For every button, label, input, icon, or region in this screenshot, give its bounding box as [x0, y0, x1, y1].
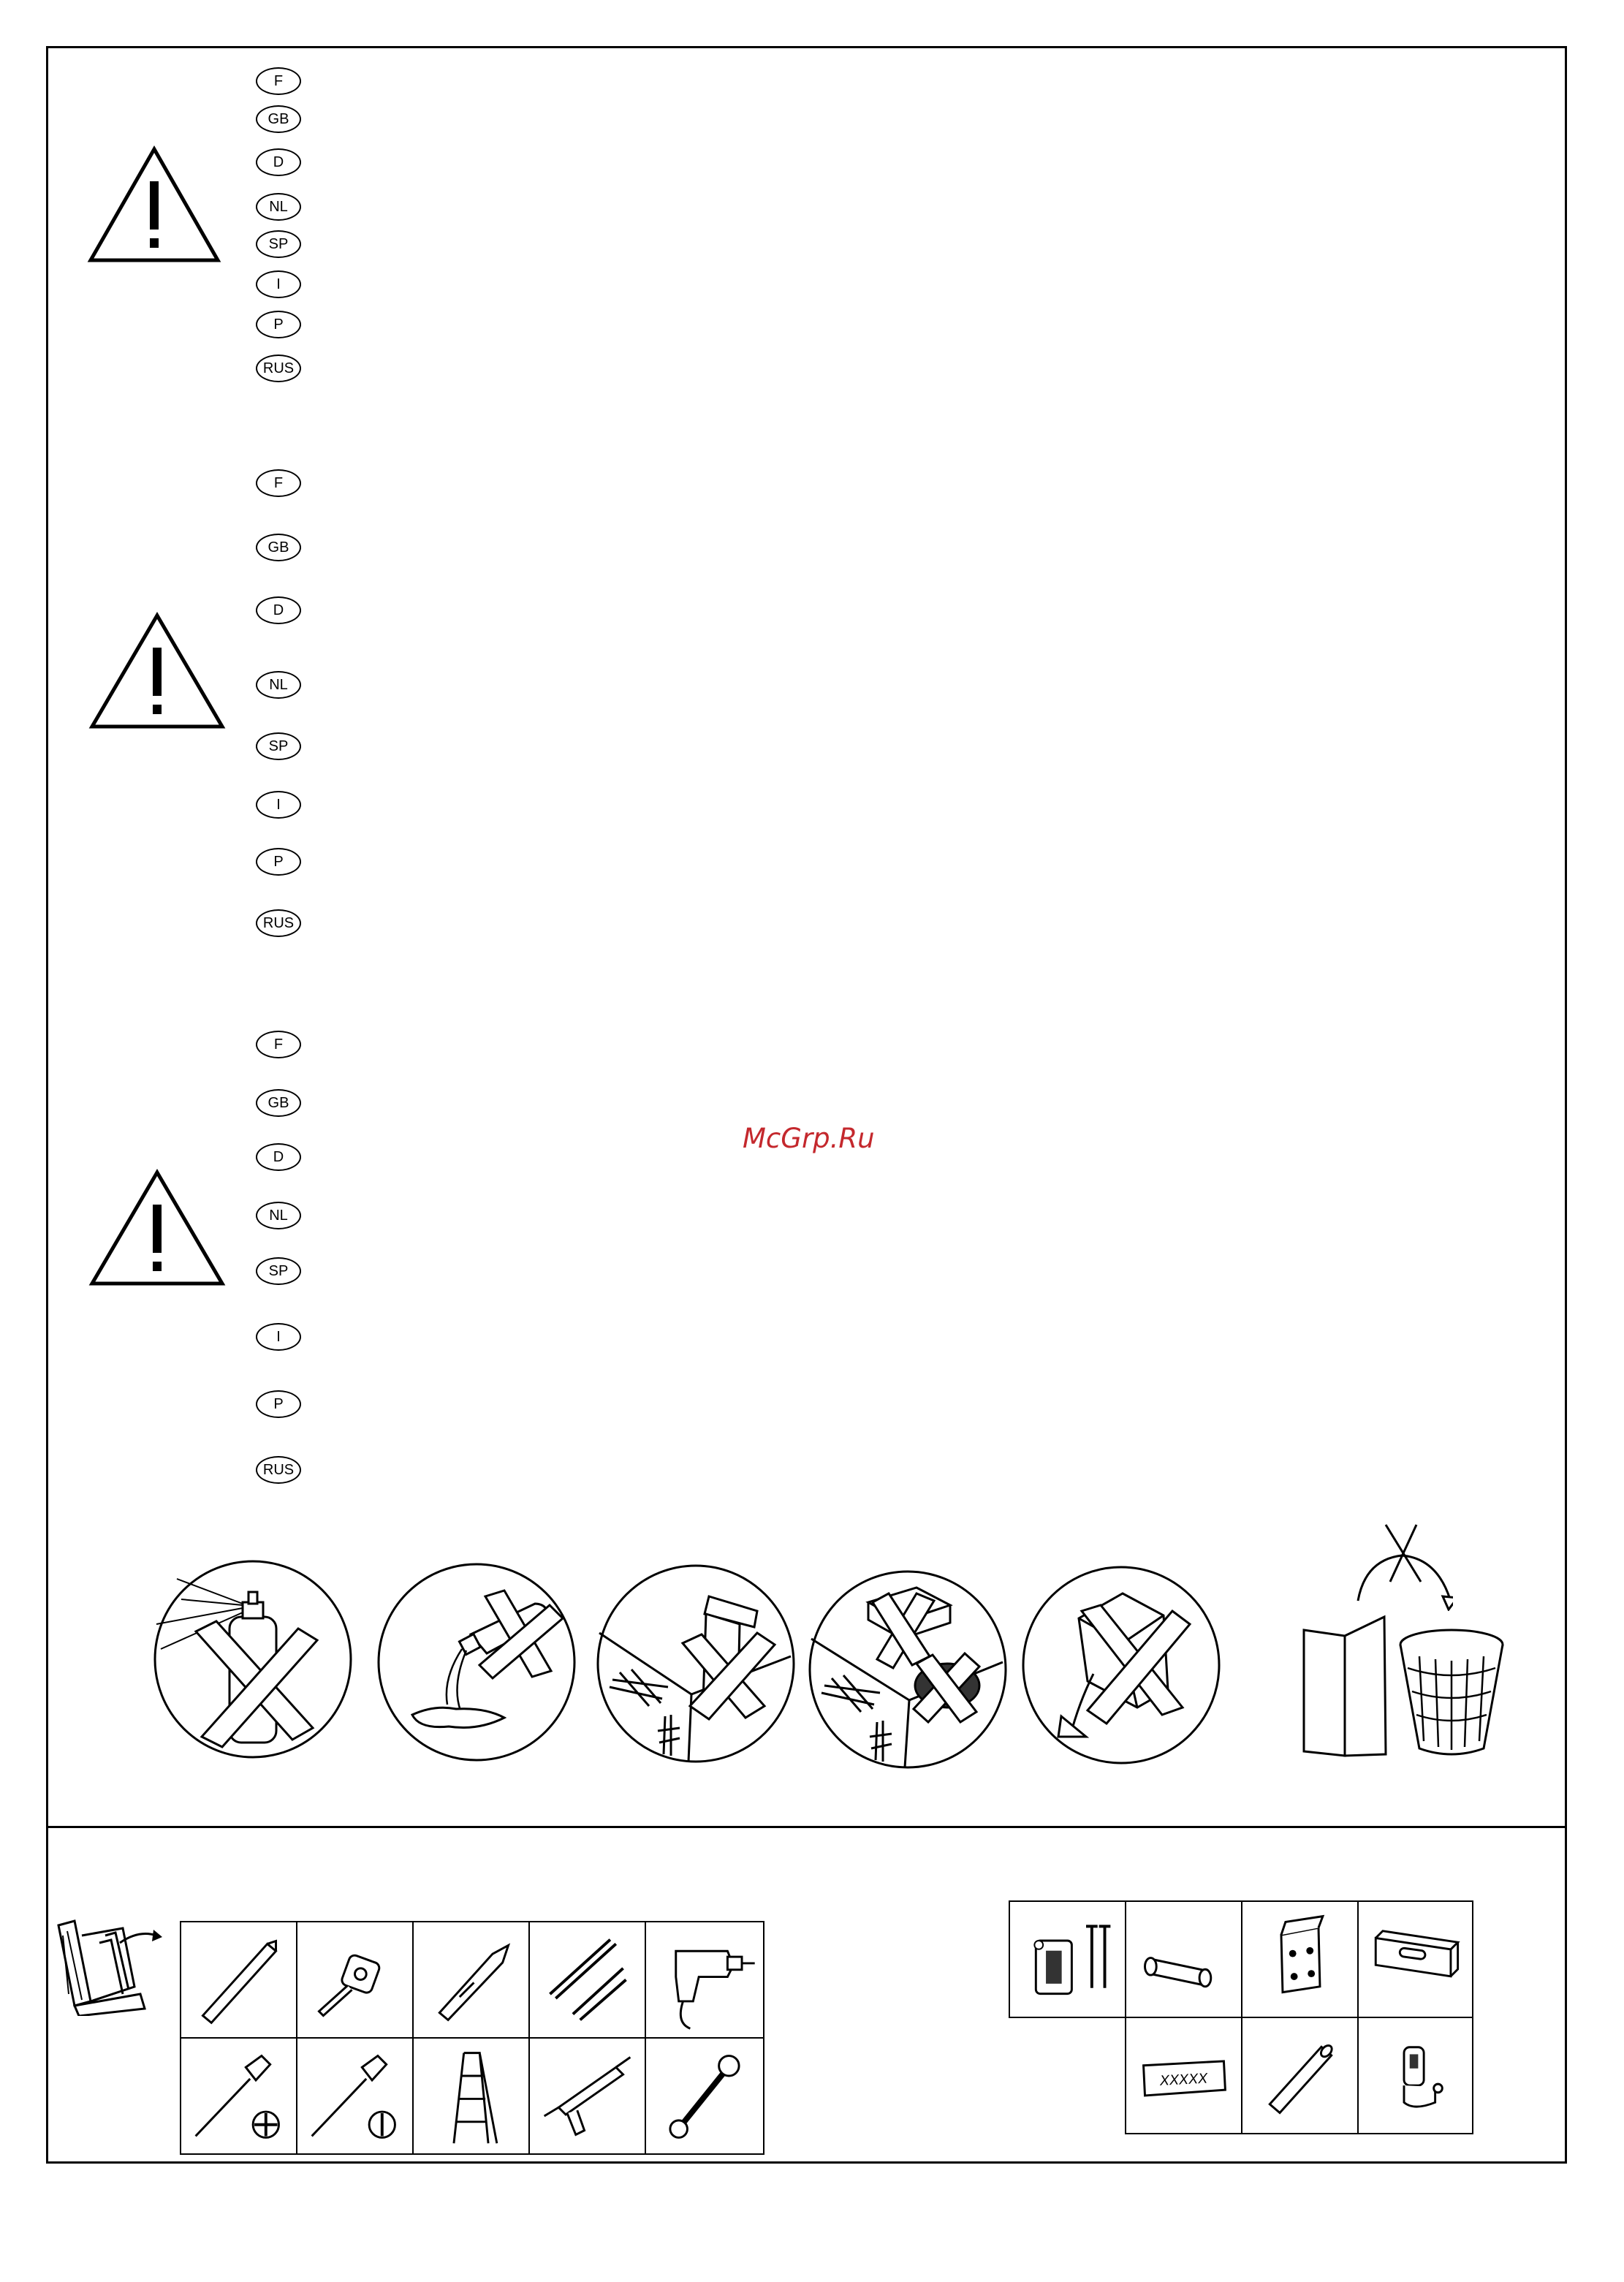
language-badge: I: [256, 1323, 301, 1351]
language-badge: GB: [256, 105, 301, 133]
language-badge: I: [256, 791, 301, 819]
warning-triangle-icon: [86, 145, 222, 265]
language-badge: GB: [256, 1089, 301, 1117]
no-abrasive-sponge-icon: [807, 1569, 1009, 1770]
language-badge: SP: [256, 230, 301, 258]
utility-knife-icon: [412, 1921, 530, 2039]
manual-booklet-icon: [1301, 1611, 1389, 1757]
language-badge: D: [256, 1143, 301, 1171]
language-badge: F: [256, 469, 301, 497]
language-badge: SP: [256, 732, 301, 760]
hinge-with-screws-icon: [1009, 1900, 1126, 2018]
hardware-grid: [1009, 1900, 1473, 2134]
wrench-icon: [645, 2037, 764, 2155]
language-badge: P: [256, 848, 301, 876]
language-badge: P: [256, 1390, 301, 1418]
language-badge: NL: [256, 193, 301, 221]
tools-grid: [180, 1921, 764, 2155]
language-badge: SP: [256, 1257, 301, 1285]
language-badge: F: [256, 67, 301, 95]
phillips-screwdriver-icon: [180, 2037, 297, 2155]
language-badge: D: [256, 596, 301, 624]
language-badge: I: [256, 270, 301, 298]
language-badge: GB: [256, 534, 301, 561]
label-plate-icon: [1125, 2017, 1242, 2134]
label-plate-text: XXXXX: [1159, 2070, 1208, 2089]
language-badge: RUS: [256, 355, 301, 382]
waste-basket-icon: [1397, 1627, 1506, 1759]
no-liquid-pouring-icon: [376, 1561, 577, 1763]
warning-triangle-icon: [88, 1168, 227, 1288]
caulking-gun-icon: [528, 2037, 646, 2155]
language-badge: P: [256, 311, 301, 338]
language-badge: RUS: [256, 909, 301, 937]
toolbox-icon: [53, 1914, 162, 2016]
mounting-bracket-icon: [1241, 1900, 1359, 2018]
no-abrasive-scraper-icon: [595, 1563, 797, 1764]
tape-measure-icon: [296, 1921, 414, 2039]
warning-triangle-icon: [88, 611, 227, 731]
shelf-pin-icon: [1241, 2017, 1359, 2134]
section-divider: [46, 1826, 1567, 1828]
wooden-dowel-icon: [1125, 1900, 1242, 2018]
language-badge: F: [256, 1031, 301, 1058]
language-badge: RUS: [256, 1456, 301, 1484]
no-solvent-cleaning-icon: [1020, 1564, 1222, 1766]
flathead-screwdriver-icon: [296, 2037, 414, 2155]
power-drill-icon: [645, 1921, 764, 2039]
hanging-rail-icon: [1357, 1900, 1473, 2018]
no-spray-cleaner-icon: [152, 1558, 354, 1760]
language-badge: NL: [256, 1202, 301, 1229]
language-badge: D: [256, 148, 301, 176]
language-badge: NL: [256, 671, 301, 699]
wall-hook-icon: [1357, 2017, 1473, 2134]
no-trash-icon: [1351, 1523, 1453, 1611]
watermark-text: McGrp.Ru: [743, 1123, 875, 1154]
drill-bits-icon: [528, 1921, 646, 2039]
pencil-icon: [180, 1921, 297, 2039]
step-ladder-icon: [412, 2037, 530, 2155]
